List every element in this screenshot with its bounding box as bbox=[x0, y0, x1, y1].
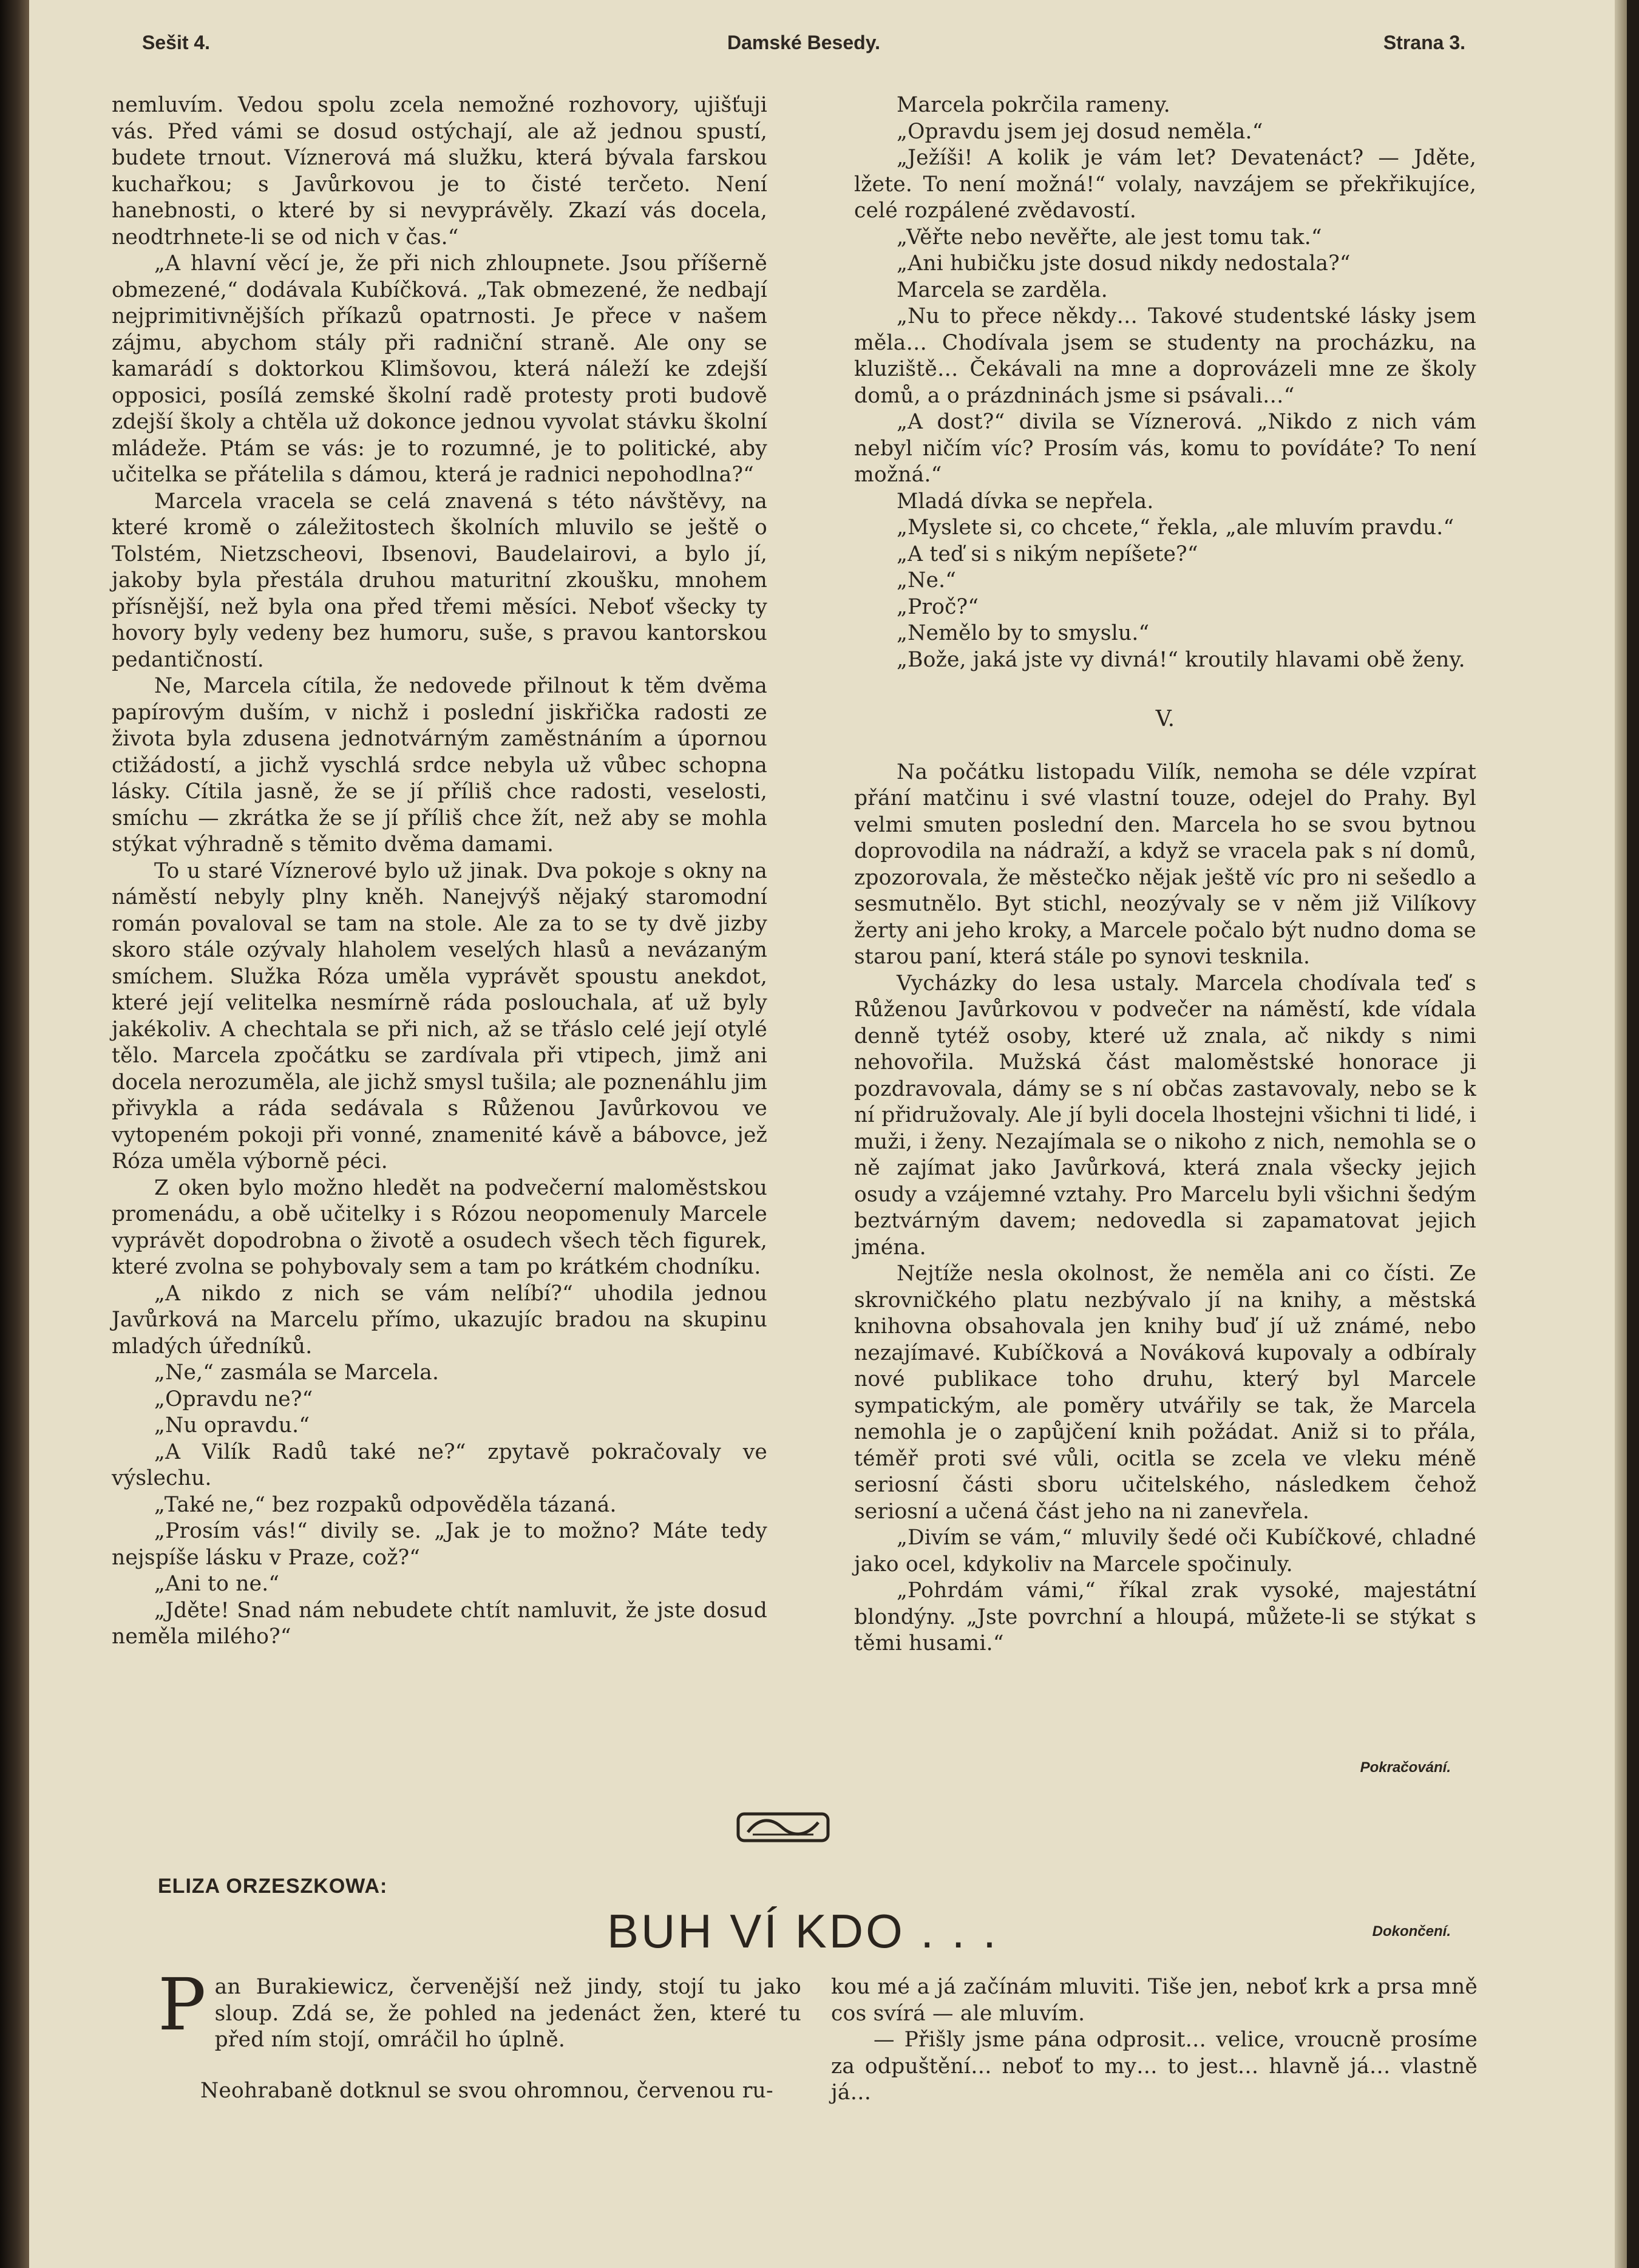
paragraph: „Nemělo by to smyslu.“ bbox=[897, 621, 1150, 645]
paragraph: Neohrabaně dotknul se svou ohromnou, červenou ru- bbox=[200, 2078, 773, 2103]
story-author: ELIZA ORZESZKOWA: bbox=[158, 1875, 388, 1898]
paragraph: „Divím se vám,“ mluvily šedé oči Kubíčkové, chladné jako ocel, kdykoliv na Marcele spočinuly. bbox=[854, 1526, 1476, 1577]
paragraph: „Pohrdám vámi,“ říkal zrak vysoké, majestátní blondýny. „Jste povrchní a hloupá, můžete-li se stýkat s těmi husami.“ bbox=[854, 1578, 1476, 1655]
paragraph: „Nu opravdu.“ bbox=[154, 1413, 310, 1438]
story-title: BUH VÍ KDO . . . bbox=[607, 1904, 999, 1958]
paragraph: Mladá dívka se nepřela. bbox=[897, 489, 1154, 514]
running-header bbox=[142, 32, 1465, 62]
paragraph: „A hlavní věcí je, že při nich zhloupnete. Jsou příšerně obmezené,“ dodávala Kubíčková. „Tak obmezené, že nedbají nejprimitivnějších příkazů opatrnosti. Je přece v našem zájmu, abychom stály při radniční straně. Ale ony se kamarádí s doktorkou Klimšovou, která náleží ke zdejší opposici, posílá zemské školní radě protesty proti budově zdejší školy a chtěla už dokonce jednou vyvolat stávku školní mládeže. Ptám se vás: je to rozumné, je to politické, aby učitelka se přátelila s dámou, která je radnici nepohodlna?“ bbox=[112, 251, 767, 487]
paragraph: „Prosím vás!“ divily se. „Jak je to možno? Máte tedy nejspíše lásku v Praze, což?“ bbox=[112, 1519, 767, 1570]
paragraph: „Ani to ne.“ bbox=[154, 1572, 280, 1596]
paragraph: „Jděte! Snad nám nebudete chtít namluvit, že jste dosud neměla milého?“ bbox=[112, 1598, 767, 1649]
magazine-page bbox=[29, 0, 1627, 2268]
story-left-column bbox=[158, 1963, 801, 2104]
paragraph: Marcela vracela se celá znavená s této návštěvy, na které kromě o záležitostech školních mluvilo se ještě o Tolstém, Nietzscheovi, Ibsenovi, Baudelairovi, a bylo jí, jakoby byla přestála druhou maturitní zkoušku, mnohem přísnější, než byla ona před třemi měsíci. Neboť všecky ty hovory byly vedeny bez humoru, suše, s pravou kantorskou pedantičností. bbox=[112, 489, 767, 672]
magazine-title: Damské Besedy. bbox=[727, 32, 880, 53]
paragraph: nemluvím. Vedou spolu zcela nemožné rozhovory, ujišťuji vás. Před vámi se dosud ostýchají, ale až jednou spustí, budete trnout. Víznerová má služku, která bývala farskou kuchařkou; s Javůrkovou je to čisté terčeto. Není hanebnosti, o které by si nevyprávěly. Zkazí vás docela, neodtrhnete-li se od nich v čas.“ bbox=[112, 93, 767, 250]
paragraph: „Myslete si, co chcete,“ řekla, „ale mluvím pravdu.“ bbox=[897, 515, 1454, 540]
paragraph bbox=[158, 1963, 801, 2054]
paragraph: „Ani hubičku jste dosud nikdy nedostala?“ bbox=[897, 251, 1351, 276]
paragraph: To u staré Víznerové bylo už jinak. Dva pokoje s okny na náměstí nebyly plny kněh. Nanejvýš nějaký staromodní román povaloval se tam na stole. Ale za to se ty dvě jizby skoro stále ozývaly hlaholem veselých hlasů a nevázaným smíchem. Služka Róza uměla vyprávět spoustu anekdot, které její velitelka nesmírně ráda poslouchala, ať už byly jakékoliv. A chechtala se při nich, až se třáslo celé její otylé tělo. Marcela zpočátku se zardívala při vtipech, jimž ani docela nerozuměla, ale jichž smysl tušila; ale poznenáhlu jim přivykla a ráda sedávala s Růženou Javůrkovou ve vytopeném pokoji při vonné, znamenité kávě a bábovce, jež Róza uměla výborně péci. bbox=[112, 858, 767, 1173]
paragraph: Marcela se zarděla. bbox=[897, 277, 1108, 302]
paragraph: Vycházky do lesa ustaly. Marcela chodívala teď s Růženou Javůrkovou v podvečer na náměstí, kde vídala denně tytéž osoby, které už znala, ač nikdy s nimi nehovořila. Mužská část maloměstské honorace ji pozdravovala, dámy se s ní občas zastavovaly, nebo se k ní přidružovaly. Ale jí byli docela lhostejni všichni ti lidé, i muži, i ženy. Nezajímala se o nikoho z nich, nemohla se o ně zajímat jako Javůrková, která znala všecky jejich osudy a vzájemné vztahy. Pro Marcelu byli všichni šedým beztvárným davem; nedovedla si zapamatovat jejich jména. bbox=[854, 971, 1476, 1260]
paragraph-text: an Burakiewicz, červenější než jindy, stojí tu jako sloup. Zdá se, že pohled na jedenáct žen, které tu před ním stojí, omráčil ho úplně. bbox=[214, 1975, 801, 2052]
paragraph: „Opravdu jsem jej dosud neměla.“ bbox=[897, 119, 1263, 144]
continued-label: Pokračování. bbox=[1360, 1759, 1451, 1776]
page-number: Strana 3. bbox=[1383, 32, 1465, 53]
paragraph: „Opravdu ne?“ bbox=[154, 1387, 313, 1411]
chapter-number: V. bbox=[1155, 707, 1175, 732]
paragraph: „Ježíši! A kolik je vám let? Devatenáct? — Jděte, lžete. To není možná!“ volaly, navzájem se překřikujíce, celé rozpálené zvědavostí. bbox=[854, 146, 1476, 223]
page-edge bbox=[1615, 0, 1627, 2268]
paragraph: „Proč?“ bbox=[897, 594, 979, 619]
book-binding bbox=[0, 0, 29, 2268]
paragraph: „Nu to přece někdy… Takové studentské lásky jsem měla… Chodívala jsem se studenty na procházku, na kluziště… Čekávali na mne a doprovázeli mne ze školy domů, a o prázdninách jsme si psávali…“ bbox=[854, 304, 1476, 408]
paragraph: Nejtíže nesla okolnost, že neměla ani co čísti. Ze skrovničkého platu nezbývalo jí na knihy, a městská knihovna obsahovala jen knihy buď jí už známé, nebo nezajímavé. Kubíčková a Nováková kupovaly a odbíraly nové publikace toho druhu, který byl Marcele sympatickým, ale poměry utvářily se tak, že Marcela nemohla je o zapůjčení knih požádat. Aniž si to přála, téměř proti své vůli, ocitla se zcela ve vleku méně seriosní části sboru učitelského, následkem čehož seriosní a učená část jeho na ni zanevřela. bbox=[854, 1261, 1476, 1524]
paragraph: „Ne.“ bbox=[897, 568, 957, 592]
conclusion-label: Dokončení. bbox=[1372, 1923, 1451, 1940]
paragraph: „Také ne,“ bez rozpaků odpověděla tázaná. bbox=[154, 1492, 617, 1517]
story-right-column bbox=[831, 1974, 1478, 2107]
ornament-icon bbox=[735, 1809, 832, 1845]
paragraph: „A Vilík Radů také ne?“ zpytavě pokračovaly ve výslechu. bbox=[112, 1439, 767, 1490]
issue-number: Sešit 4. bbox=[142, 32, 211, 53]
left-column bbox=[112, 92, 767, 1651]
paragraph: „Ne,“ zasmála se Marcela. bbox=[154, 1360, 439, 1385]
paragraph: Ne, Marcela cítila, že nedovede přilnout k těm dvěma papírovým duším, v nichž i poslední jiskřička radosti ze života byla zdusena jednotvárným zaměstnáním a úpornou ctižádostí, a jichž vyschlá srdce nebyla už vůbec schopna lásky. Cítila jasně, že se jí příliš chce radosti, veselosti, smíchu — zkrátka že se jí příliš chce žít, než aby se mohla stýkat výhradně s těmito dvěma damami. bbox=[112, 674, 767, 857]
paragraph: „Věřte nebo nevěřte, ale jest tomu tak.“ bbox=[897, 225, 1322, 250]
paragraph: Na počátku listopadu Vilík, nemoha se déle vzpírat přání matčinu i své vlastní touze, odejel do Prahy. Byl velmi smuten poslední den. Marcela ho se svou bytnou doprovodila na nádraží, a když se vracela pak s ní domů, zpozorovala, že městečko nějak ještě víc pro ni sešedlo a sesmutnělo. Byt stichl, neozývaly se v něm již Vilíkovy žerty ani jeho kroky, a Marcele počalo být nudno doma se starou paní, která stále po synovi tesknila. bbox=[854, 759, 1476, 969]
paragraph: „Bože, jaká jste vy divná!“ kroutily hlavami obě ženy. bbox=[897, 647, 1465, 672]
paragraph: „A dost?“ divila se Víznerová. „Nikdo z nich vám nebyl ničím víc? Prosím vás, komu to povídáte? To není možná.“ bbox=[854, 410, 1476, 487]
paragraph: „A nikdo z nich se vám nelíbí?“ uhodila jednou Javůrková na Marcelu přímo, ukazujíc bradou na skupinu mladých úředníků. bbox=[112, 1281, 767, 1359]
paragraph: — Přišly jsme pána odprosit… velice, vroucně prosíme za odpuštění… neboť to my… to jest… hlavně já… vlastně já… bbox=[831, 2028, 1478, 2105]
paragraph: Z oken bylo možno hledět na podvečerní maloměstskou promenádu, a obě učitelky i s Rózou neopomenuly Marcele vyprávět dopodrobna o životě a osudech všech těch figurek, které zvolna se pohybovaly sem a tam po krátkém chodníku. bbox=[112, 1175, 767, 1279]
paragraph: Marcela pokrčila rameny. bbox=[897, 93, 1170, 117]
right-column bbox=[854, 92, 1476, 1657]
drop-cap: P bbox=[158, 1963, 206, 2046]
paragraph: kou mé a já začínám mluviti. Tiše jen, neboť krk a prsa mně cos svírá — ale mluvím. bbox=[831, 1975, 1478, 2026]
paragraph: „A teď si s nikým nepíšete?“ bbox=[897, 542, 1198, 566]
